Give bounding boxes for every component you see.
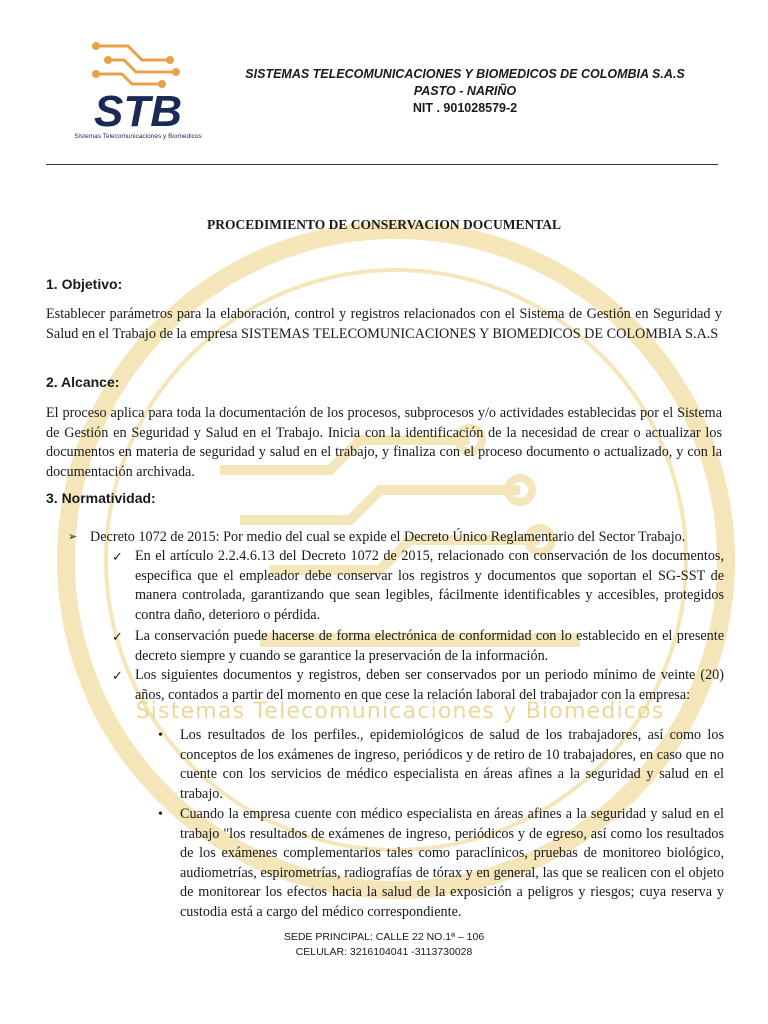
bullet-dot-icon: • (158, 807, 163, 822)
company-city: PASTO - NARIÑO (413, 84, 517, 98)
section-objetivo-heading: 1. Objetivo: (46, 276, 123, 292)
bullet-dot-icon: • (158, 728, 163, 743)
company-logo (66, 38, 216, 148)
watermark-text: Sistemas Telecomunicaciones y Biomedicos (135, 699, 665, 724)
section-objetivo-body: Establecer parámetros para la elaboración, control y registros relacionados con el Sistema de Gestión en Seguridad y Salud en el Trabajo de la empresa SISTEMAS TELECOMUNICACIONES Y BIOMEDICOS DE COLOMBIA S.A.S (46, 306, 722, 342)
footer-address: SEDE PRINCIPAL: CALLE 22 NO.1ª – 106 (283, 931, 485, 943)
check-item-text: La conservación puede hacerse de forma electrónica de conformidad con lo establecido en el presente decreto siempre y cuando se garantice la preservación de la información. (135, 628, 724, 664)
section-alcance-body: El proceso aplica para toda la documentación de los procesos, subprocesos y/o actividades establecidas por el Sistema de Gestión en Seguridad y Salud en el Trabajo. Inicia con la identificación de la necesidad de crear o actualizar los documentos en materia de seguridad y salud en el trabajo, y finaliza con el proceso documento o actualizado, y con la documentación archivada. (46, 405, 722, 480)
section-alcance-heading: 2. Alcance: (46, 374, 120, 390)
section-normatividad-heading: 3. Normatividad: (46, 490, 156, 506)
bullet-item-text: Cuando la empresa cuente con médico especialista en áreas afines a la seguridad y salud en el trabajo "los resultados de exámenes de ingreso, periódicos y de egreso, así como los resultados de los exámenes complementarios tales como paraclínicos, pruebas de monitoreo biológico, audiometrías, espirometrías, radiografías de tórax y en general, las que se realicen con el objeto de monitorear los efectos hacia la salud de la exposición a peligros y riesgos; cuya reserva y custodia está a cargo del médico correspondiente. (180, 806, 724, 920)
bullet-item-text: Los resultados de los perfiles., epidemiológicos de salud de los trabajadores, así como los conceptos de los exámenes de ingreso, periódicos y de retiro de 10 trabajadores, en caso que no cuente con los servicios de médico especialista en áreas afines a la seguridad y salud en el trabajo. (180, 727, 724, 802)
checkmark-icon: ✓ (112, 549, 123, 564)
company-name: SISTEMAS TELECOMUNICACIONES Y BIOMEDICOS DE COLOMBIA S.A.S (245, 67, 685, 81)
document-title: PROCEDIMIENTO DE CONSERVACION DOCUMENTAL (207, 217, 561, 232)
page-footer (0, 930, 768, 960)
company-header (200, 66, 730, 117)
checkmark-icon: ✓ (112, 629, 123, 644)
check-item-text: En el artículo 2.2.4.6.13 del Decreto 1072 de 2015, relacionado con conservación de los documentos, especifica que el empleador debe conservar los registros y documentos que soportan el SG-SST de manera controlada, garantizando que sean legibles, fácilmente identificables y accesibles, protegidos contra daño, deterioro o pérdida. (135, 548, 724, 623)
header-divider (46, 164, 718, 165)
logo-subtitle: Sistemas Telecomunicaciones y Biomedicos (74, 133, 202, 140)
logo-text: STB (94, 87, 182, 136)
company-nit: NIT . 901028579-2 (412, 101, 518, 115)
check-item-text: Los siguientes documentos y registros, deben ser conservados por un periodo mínimo de veinte (20) años, contados a partir del momento en que cese la relación laboral del trabajador con la empresa: (135, 667, 724, 703)
arrow-bullet-icon: ➢ (68, 531, 78, 543)
decree-text: Decreto 1072 de 2015: Por medio del cual se expide el Decreto Único Reglamentario del Sector Trabajo. (90, 529, 686, 545)
footer-phone: CELULAR: 3216104041 -3113730028 (295, 946, 473, 958)
checkmark-icon: ✓ (112, 668, 123, 683)
